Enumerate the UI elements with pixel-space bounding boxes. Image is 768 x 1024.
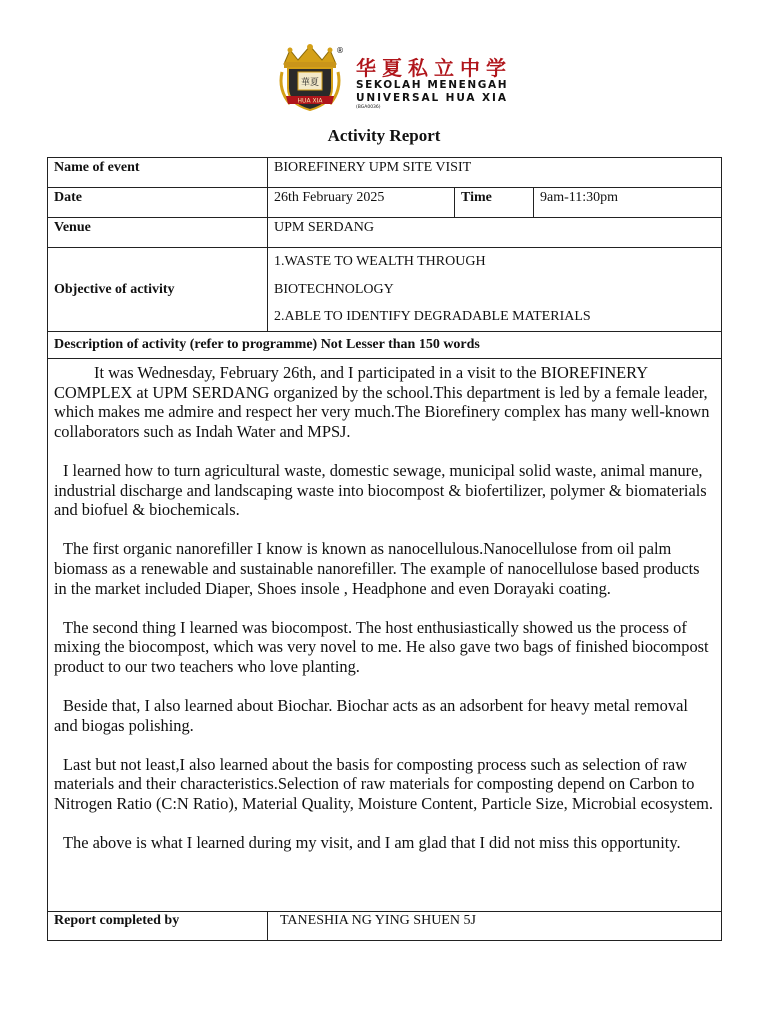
registered-mark: ® — [336, 46, 344, 55]
venue-label: Venue — [48, 218, 268, 248]
objective-line: 2.ABLE TO IDENTIFY DEGRADABLE MATERIALS — [274, 309, 591, 324]
row-date-time — [48, 188, 722, 218]
description-paragraph: I learned how to turn agricultural waste, domestic sewage, municipal solid waste, animal manure, industrial discharge and landscaping waste into biocompost & biofertilizer, polymer & biomaterials and biofuel & biochemicals. — [54, 460, 707, 520]
venue-value: UPM SERDANG — [268, 218, 722, 248]
row-description-heading — [48, 332, 722, 359]
description-paragraph: The second thing I learned was biocompost. The host enthusiastically showed us the process of mixing the biocompost, which was very novel to me. He also gave two bags of finished biocompost product to our two teachers who love planting. — [54, 617, 709, 676]
row-venue — [48, 218, 722, 248]
date-label: Date — [48, 188, 268, 218]
date-value: 26th February 2025 — [268, 188, 455, 218]
objective-line: 1.WASTE TO WEALTH THROUGH — [274, 254, 486, 269]
row-objective — [48, 248, 722, 332]
crest-chinese-text: 華夏 — [300, 78, 320, 88]
description-body — [48, 359, 722, 912]
row-event-name — [48, 158, 722, 188]
report-title: Activity Report — [327, 126, 441, 145]
description-paragraph: The above is what I learned during my visit, and I am glad that I did not miss this opportunity. — [63, 833, 681, 853]
school-chinese-name: 华夏私立中学 — [356, 56, 512, 80]
school-crest-logo — [276, 44, 344, 112]
school-english-name-line1: SEKOLAH MENENGAH — [356, 79, 509, 91]
description-paragraph: Beside that, I also learned about Biochar. Biochar acts as an adsorbent for heavy metal removal and biogas polishing. — [54, 696, 688, 735]
objective-label: Objective of activity — [48, 248, 268, 332]
school-code: (BGA0036) — [356, 105, 381, 110]
objective-value — [268, 248, 722, 332]
completed-by-label: Report completed by — [48, 912, 268, 941]
description-paragraph: It was Wednesday, February 26th, and I participated in a visit to the BIOREFINERY COMPLEX at UPM SERDANG organized by the school.This department is led by a female leader, which makes me admire and respect her very much.The Biorefinery complex has many well-known collaborators such as Indah Water and MPSJ. — [54, 363, 710, 441]
school-english-name-line2: UNIVERSAL HUA XIA — [356, 92, 508, 104]
time-value: 9am-11:30pm — [534, 188, 722, 218]
activity-report-table — [47, 157, 722, 941]
description-heading: Description of activity (refer to programme) Not Lesser than 150 words — [48, 332, 722, 359]
description-paragraph: Last but not least,I also learned about the basis for composting process such as selection of raw materials and their characteristics.Selection of raw materials for composting depend on Carbon to Nitrogen Ratio (C:N Ratio), Material Quality, Moisture Content, Particle Size, Microbial ecosystem. — [54, 754, 713, 814]
completed-by-value: TANESHIA NG YING SHUEN 5J — [268, 912, 722, 941]
row-completed-by — [48, 912, 722, 941]
row-description — [48, 359, 722, 912]
school-header — [276, 44, 512, 114]
event-name-label: Name of event — [48, 158, 268, 188]
description-paragraph: The first organic nanorefiller I know is known as nanocellulous.Nanocellulose from oil palm biomass as a renewable and sustainable nanorefiller. The example of nanocellulose based products in the market included Diaper, Shoes insole , Headphone and even Dorayaki coating. — [54, 539, 700, 598]
crest-ribbon-text: HUA XIA — [297, 97, 323, 105]
time-label: Time — [455, 188, 534, 218]
event-name-value: BIOREFINERY UPM SITE VISIT — [268, 158, 722, 188]
objective-line: BIOTECHNOLOGY — [274, 281, 394, 297]
